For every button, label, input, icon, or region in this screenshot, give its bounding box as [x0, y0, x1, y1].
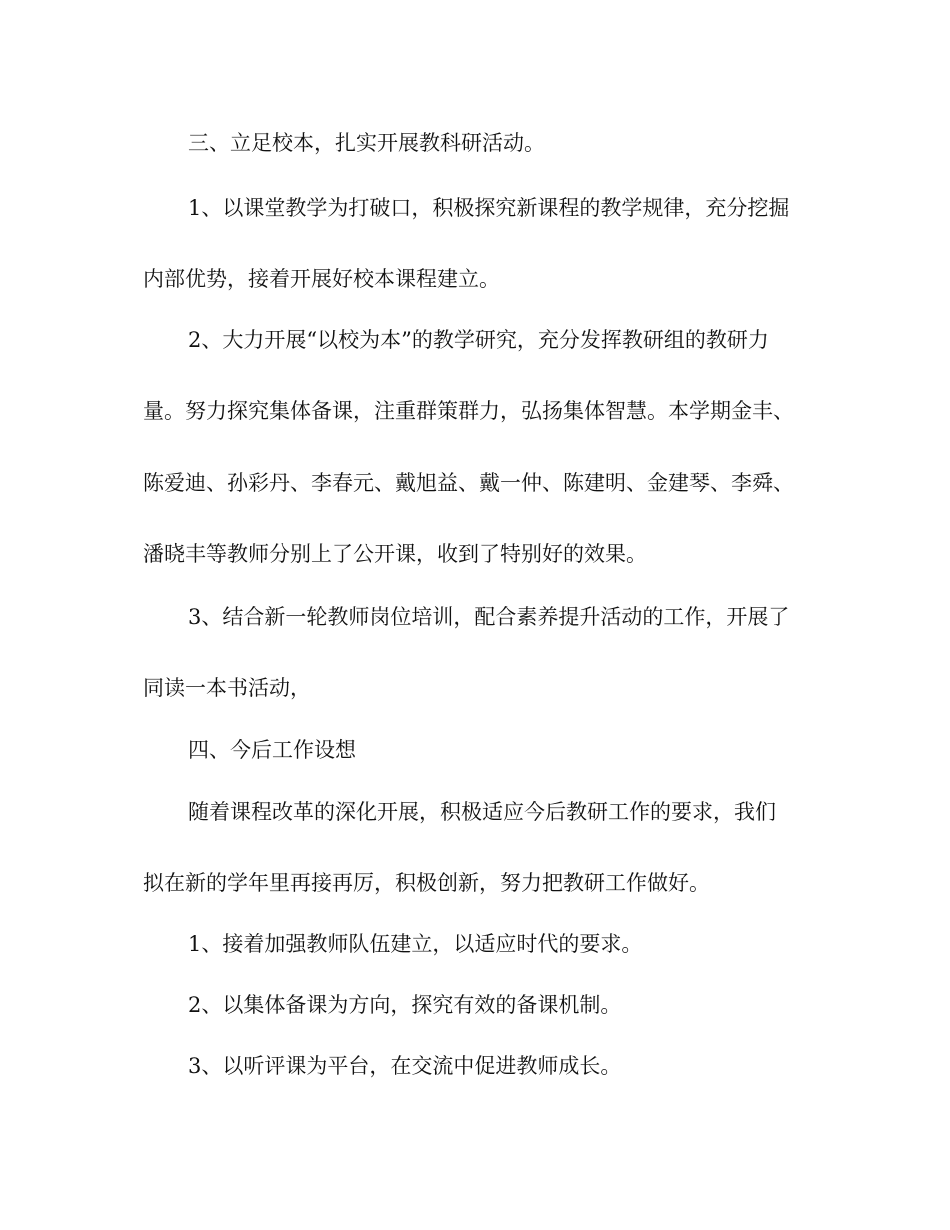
paragraph-line: 3、结合新一轮教师岗位培训，配合素养提升活动的工作，开展了	[188, 605, 790, 629]
section-heading-four: 四、今后工作设想	[188, 738, 356, 762]
list-item: 2、以集体备课为方向，探究有效的备课机制。	[188, 993, 622, 1017]
paragraph-line: 随着课程改革的深化开展，积极适应今后教研工作的要求，我们	[188, 800, 776, 824]
paragraph-line: 内部优势，接着开展好校本课程建立。	[143, 267, 500, 291]
list-item: 3、以听评课为平台，在交流中促进教师成长。	[188, 1054, 622, 1078]
paragraph-line: 量。努力探究集体备课，注重群策群力，弘扬集体智慧。本学期金丰、	[143, 399, 794, 423]
list-item: 1、接着加强教师队伍建立，以适应时代的要求。	[188, 932, 643, 956]
paragraph-line: 陈爱迪、孙彩丹、李春元、戴旭益、戴一仲、陈建明、金建琴、李舜、	[143, 471, 794, 495]
paragraph-line: 1、以课堂教学为打破口，积极探究新课程的教学规律，充分挖掘	[188, 196, 790, 220]
paragraph-line: 同读一本书活动，	[143, 676, 311, 700]
paragraph-line: 拟在新的学年里再接再厉，积极创新，努力把教研工作做好。	[143, 871, 710, 895]
section-heading-three: 三、立足校本，扎实开展教科研活动。	[188, 131, 545, 155]
paragraph-line: 2、大力开展“以校为本”的教学研究，充分发挥教研组的教研力	[188, 328, 769, 352]
paragraph-line: 潘晓丰等教师分别上了公开课，收到了特别好的效果。	[143, 542, 647, 566]
